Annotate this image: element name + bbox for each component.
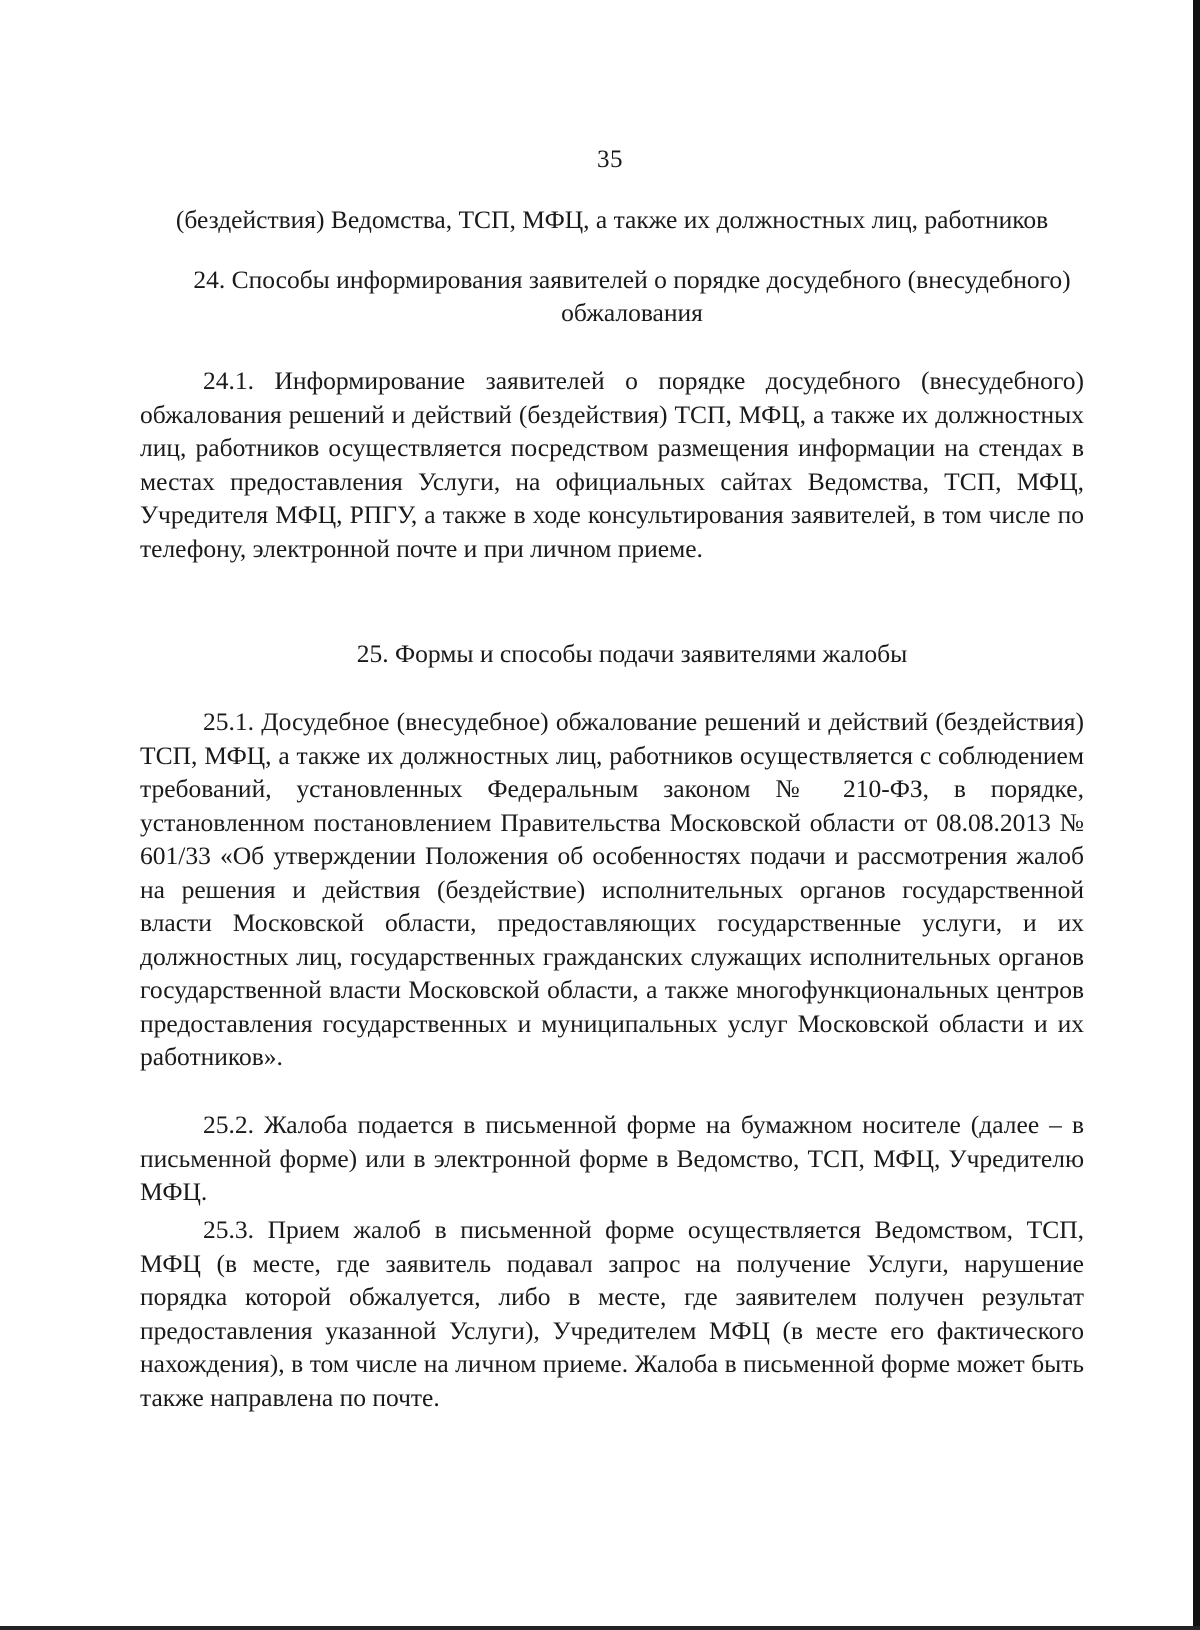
paragraph-25-3: 25.3. Прием жалоб в письменной форме осуществляется Ведомством, ТСП, МФЦ (в месте, где заявитель подавал запрос на получение Услуги, нарушение порядка которой обжалуется, либо в месте, где заявителем получен результат предоставления указанной Услуги), Учредителем МФЦ (в месте его фактического нахождения), в том числе на личном приеме. Жалоба в письменной форме может быть также направлена по почте. (140, 1215, 1084, 1412)
page-number: 35 (597, 146, 623, 173)
section-25-heading: 25. Формы и способы подачи заявителями жалобы (356, 639, 908, 668)
paragraph-24-1: 24.1. Информирование заявителей о порядке досудебного (внесудебного) обжалования решений и действий (бездействия) ТСП, МФЦ, а также их должностных лиц, работников осуществляется посредством размещения информации на стендах в местах предоставления Услуги, на официальных сайтах Ведомства, ТСП, МФЦ, Учредителя МФЦ, РПГУ, а также в ходе консультирования заявителей, в том числе по телефону, электронной почте и при личном приеме. (140, 366, 1084, 563)
section-24-heading: 24. Способы информирования заявителей о порядке досудебного (внесудебного) обжалования (193, 265, 1071, 327)
scan-border-right (1193, 0, 1200, 1630)
scan-border-bottom (0, 1626, 1200, 1630)
paragraph-25-2: 25.2. Жалоба подается в письменной форме на бумажном носителе (далее – в письменной форме) или в электронной форме в Ведомство, ТСП, МФЦ, Учредителю МФЦ. (140, 1110, 1084, 1206)
continuation-line: (бездействия) Ведомства, ТСП, МФЦ, а также их должностных лиц, работников (175, 205, 1049, 234)
paragraph-25-1: 25.1. Досудебное (внесудебное) обжалование решений и действий (бездействия) ТСП, МФЦ, а также их должностных лиц, работников осуществляется с соблюдением требований, установленных Федеральным законом № 210-ФЗ, в порядке, установленном постановлением Правительства Московской области от 08.08.2013 № 601/33 «Об утверждении Положения об особенностях подачи и рассмотрения жалоб на решения и действия (бездействие) исполнительных органов государственной власти Московской области, предоставляющих государственные услуги, и их должностных лиц, государственных гражданских служащих исполнительных органов государственной власти Московской области, а также многофункциональных центров предоставления государственных и муниципальных услуг Московской области и их работников». (140, 707, 1084, 1071)
